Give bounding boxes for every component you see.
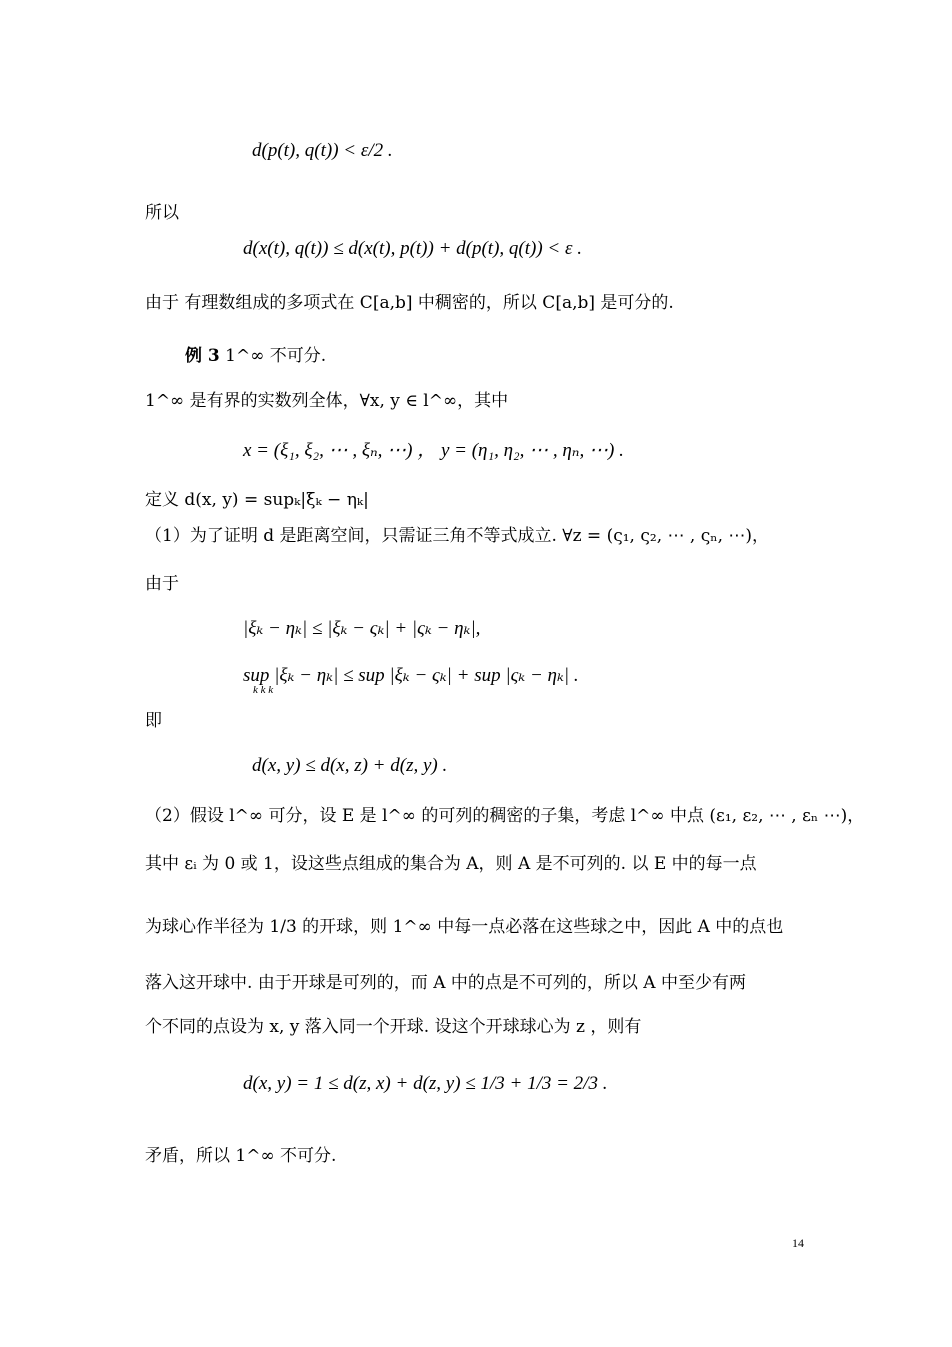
text-ji: 即 xyxy=(145,711,162,731)
equation-sup-inequality: sup |ξₖ − ηₖ| ≤ sup |ξₖ − ςₖ| + sup |ςₖ − ηₖ| . xyxy=(243,665,579,686)
text-center-z: 个不同的点设为 x, y 落入同一个开球. 设这个开球球心为 z ，则有 xyxy=(145,1017,642,1037)
equation-abs-inequality: |ξₖ − ηₖ| ≤ |ξₖ − ςₖ| + |ςₖ − ηₖ|, xyxy=(243,618,481,639)
text-open-balls: 为球心作半径为 1/3 的开球，则 1^∞ 中每一点必落在这些球之中，因此 A 中的点也 xyxy=(145,917,784,937)
text-suoyi-1: 所以 xyxy=(145,203,179,223)
text-l-inf-definition: 1^∞ 是有界的实数列全体，∀x, y ∈ l^∞，其中 xyxy=(145,391,509,411)
text-conclusion: 矛盾，所以 1^∞ 不可分. xyxy=(145,1146,337,1166)
page-number: 14 xyxy=(792,1236,804,1250)
equation-triangle-inequality: d(x, y) ≤ d(x, z) + d(z, y) . xyxy=(252,755,448,776)
example-3-title: 1^∞ 不可分. xyxy=(219,346,327,366)
text-countable: 落入这开球中. 由于开球是可列的，而 A 中的点是不可列的，所以 A 中至少有两 xyxy=(145,973,746,993)
sup-subscripts: k k k xyxy=(253,684,274,696)
text-cab-separable: 由于 有理数组成的多项式在 C[a,b] 中稠密的，所以 C[a,b] 是可分的. xyxy=(145,293,674,313)
text-metric-definition: 定义 d(x, y) = supₖ|ξₖ − ηₖ| xyxy=(145,490,369,510)
text-set-a: 其中 εᵢ 为 0 或 1，设这些点组成的集合为 A，则 A 是不可列的. 以 E 中的每一点 xyxy=(145,854,757,874)
text-part-1: （1）为了证明 d 是距离空间，只需证三角不等式成立. ∀z = (ς₁, ς₂, ⋯ , ςₙ, ⋯)， xyxy=(145,526,770,546)
equation-d-pq-lt-eps-half: d(p(t), q(t)) < ε/2 . xyxy=(252,140,393,161)
text-youyu: 由于 xyxy=(145,574,179,594)
equation-contradiction: d(x, y) = 1 ≤ d(z, x) + d(z, y) ≤ 1/3 + 1/3 = 2/3 . xyxy=(243,1073,608,1094)
equation-x-y-sequences: x = (ξ₁, ξ₂, ⋯ , ξₙ, ⋯) ， y = (η₁, η₂, ⋯ , ηₙ, ⋯) . xyxy=(243,440,624,461)
example-3-heading xyxy=(185,345,326,367)
example-3-label: 例 3 xyxy=(185,346,220,366)
text-part-2: （2）假设 l^∞ 可分，设 E 是 l^∞ 的可列的稠密的子集，考虑 l^∞ 中点 (ε₁, ε₂, ⋯ , εₙ ⋯)， xyxy=(145,806,865,826)
equation-triangle-bound: d(x(t), q(t)) ≤ d(x(t), p(t)) + d(p(t), q(t)) < ε . xyxy=(243,238,582,259)
